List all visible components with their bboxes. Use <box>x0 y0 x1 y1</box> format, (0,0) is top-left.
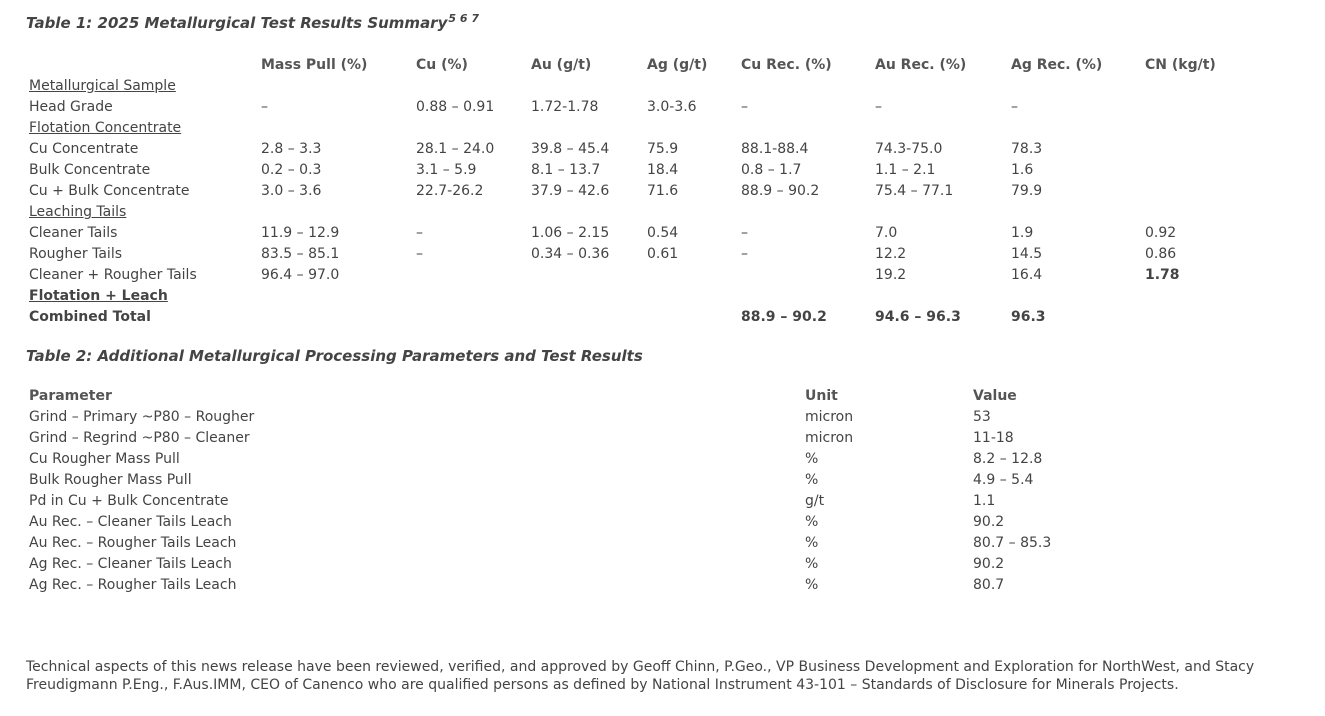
table2-caption: Table 2: Additional Metallurgical Processing Parameters and Test Results <box>26 347 643 365</box>
table1-cell: 96.3 <box>1011 309 1046 325</box>
table1-cell: 94.6 – 96.3 <box>875 309 961 325</box>
table1-cell: 1.1 – 2.1 <box>875 162 936 178</box>
table2-parameter-cell: Bulk Rougher Mass Pull <box>29 472 192 488</box>
table1-column-header: Au Rec. (%) <box>875 57 967 73</box>
table1-cell: 0.2 – 0.3 <box>261 162 322 178</box>
table2-column-header: Unit <box>805 388 838 404</box>
table2-parameter-cell: Pd in Cu + Bulk Concentrate <box>29 493 229 509</box>
table2-cell: 90.2 <box>973 556 1005 572</box>
table1-cell: 83.5 – 85.1 <box>261 246 340 262</box>
table1-cell: 88.1-88.4 <box>741 141 809 157</box>
table1-footnote-refs: 5 6 7 <box>448 12 479 25</box>
table1-cell: 3.0-3.6 <box>647 99 697 115</box>
table1-row-label: Cu Concentrate <box>29 141 139 157</box>
table2-cell: 1.1 <box>973 493 996 509</box>
table1-cell: 96.4 – 97.0 <box>261 267 340 283</box>
table1-cell: 22.7-26.2 <box>416 183 484 199</box>
table1-caption <box>26 12 479 32</box>
table1-column-header: Cu (%) <box>416 57 468 73</box>
table1-cell: – <box>741 246 748 262</box>
table1-row-label: Cleaner Tails <box>29 225 118 241</box>
table2-cell: 11-18 <box>973 430 1014 446</box>
table1-cell: 88.9 – 90.2 <box>741 309 827 325</box>
table1-cell: 14.5 <box>1011 246 1043 262</box>
table1-cell: – <box>416 246 423 262</box>
table1-cell: 1.6 <box>1011 162 1034 178</box>
table2-cell: 90.2 <box>973 514 1005 530</box>
table2-parameter-cell: Au Rec. – Rougher Tails Leach <box>29 535 237 551</box>
qualified-persons-statement: Technical aspects of this news release have been reviewed, verified, and approved by Geoff Chinn, P.Geo., VP Business Development and Exploration for NorthWest, and Stacy Freudigmann P.Eng., F.Aus.IMM, CEO of Canenco who are qualified persons as defined by National Instrument 43-101 – Standards of Disclosure for Minerals Projects. <box>26 659 1255 693</box>
table1-cell: – <box>875 99 882 115</box>
table1-section-heading: Flotation Concentrate <box>29 120 182 136</box>
table1-row-label: Cu + Bulk Concentrate <box>29 183 190 199</box>
table1-cell: 0.8 – 1.7 <box>741 162 802 178</box>
table1-cell: 37.9 – 42.6 <box>531 183 610 199</box>
table2-cell: 4.9 – 5.4 <box>973 472 1034 488</box>
table2-cell: 80.7 <box>973 577 1005 593</box>
table2-parameter-cell: Cu Rougher Mass Pull <box>29 451 180 467</box>
table1-column-header: Au (g/t) <box>531 57 592 73</box>
table1-cell: 0.54 <box>647 225 679 241</box>
table2-cell: micron <box>805 430 854 446</box>
table2-cell: % <box>805 556 819 572</box>
table1-row-label: Cleaner + Rougher Tails <box>29 267 197 283</box>
table1-cell: 28.1 – 24.0 <box>416 141 495 157</box>
table2-parameter-cell: Ag Rec. – Rougher Tails Leach <box>29 577 237 593</box>
table2-cell: % <box>805 514 819 530</box>
table1-cell: 3.1 – 5.9 <box>416 162 477 178</box>
table2-cell: 80.7 – 85.3 <box>973 535 1052 551</box>
table1-cell: 19.2 <box>875 267 907 283</box>
table1-cell: – <box>416 225 423 241</box>
table1-row-label: Rougher Tails <box>29 246 123 262</box>
table2-cell: g/t <box>805 493 825 509</box>
table1-cell: 1.78 <box>1145 267 1180 283</box>
table1-column-header: Ag (g/t) <box>647 57 708 73</box>
table1-cell: 0.86 <box>1145 246 1177 262</box>
table1-cell: 8.1 – 13.7 <box>531 162 601 178</box>
table1-column-header: CN (kg/t) <box>1145 57 1216 73</box>
table2-column-header: Parameter <box>29 388 112 404</box>
table1-cell: 1.06 – 2.15 <box>531 225 610 241</box>
table1-cell: – <box>741 225 748 241</box>
table2-cell: micron <box>805 409 854 425</box>
table1-cell: 2.8 – 3.3 <box>261 141 322 157</box>
table1-cell: 71.6 <box>647 183 679 199</box>
table1-row-label: Bulk Concentrate <box>29 162 151 178</box>
table1-cell: 0.92 <box>1145 225 1177 241</box>
table1-cell: – <box>261 99 268 115</box>
table1-cell: 1.9 <box>1011 225 1034 241</box>
table1-cell: 0.34 – 0.36 <box>531 246 610 262</box>
table1-section-heading: Flotation + Leach <box>29 288 168 304</box>
table1-cell: 75.9 <box>647 141 679 157</box>
table2-parameter-cell: Grind – Primary ~P80 – Rougher <box>29 409 255 425</box>
table1-cell: 0.88 – 0.91 <box>416 99 495 115</box>
table1-cell: – <box>741 99 748 115</box>
table1-row-label: Head Grade <box>29 99 113 115</box>
table2-cell: 8.2 – 12.8 <box>973 451 1043 467</box>
table2-cell: % <box>805 535 819 551</box>
table1-cell: 0.61 <box>647 246 679 262</box>
table1-cell: 3.0 – 3.6 <box>261 183 322 199</box>
table1-cell: 88.9 – 90.2 <box>741 183 820 199</box>
table1-column-header: Ag Rec. (%) <box>1011 57 1103 73</box>
table1-section-heading: Leaching Tails <box>29 204 127 220</box>
table1-caption-text: Table 1: 2025 Metallurgical Test Results Summary <box>26 14 448 32</box>
table2-cell: % <box>805 451 819 467</box>
table1-column-header: Mass Pull (%) <box>261 57 368 73</box>
table1-section-heading: Metallurgical Sample <box>29 78 176 94</box>
table1-cell: 78.3 <box>1011 141 1043 157</box>
table2-cell: % <box>805 577 819 593</box>
table1-cell: 12.2 <box>875 246 907 262</box>
table1-cell: 1.72-1.78 <box>531 99 599 115</box>
table1-total-label: Combined Total <box>29 309 151 325</box>
table2-column-header: Value <box>973 388 1017 404</box>
table1-column-header: Cu Rec. (%) <box>741 57 832 73</box>
table2-cell: % <box>805 472 819 488</box>
table1-cell: 11.9 – 12.9 <box>261 225 340 241</box>
table1-cell: 74.3-75.0 <box>875 141 943 157</box>
table1-cell: 79.9 <box>1011 183 1043 199</box>
table2-parameter-cell: Au Rec. – Cleaner Tails Leach <box>29 514 232 530</box>
table2-parameter-cell: Grind – Regrind ~P80 – Cleaner <box>29 430 250 446</box>
table1-cell: 75.4 – 77.1 <box>875 183 954 199</box>
table1-cell: 18.4 <box>647 162 679 178</box>
table2-parameter-cell: Ag Rec. – Cleaner Tails Leach <box>29 556 232 572</box>
table1-cell: 7.0 <box>875 225 898 241</box>
table1-cell: – <box>1011 99 1018 115</box>
table2-cell: 53 <box>973 409 991 425</box>
table1-cell: 16.4 <box>1011 267 1043 283</box>
table1-cell: 39.8 – 45.4 <box>531 141 610 157</box>
